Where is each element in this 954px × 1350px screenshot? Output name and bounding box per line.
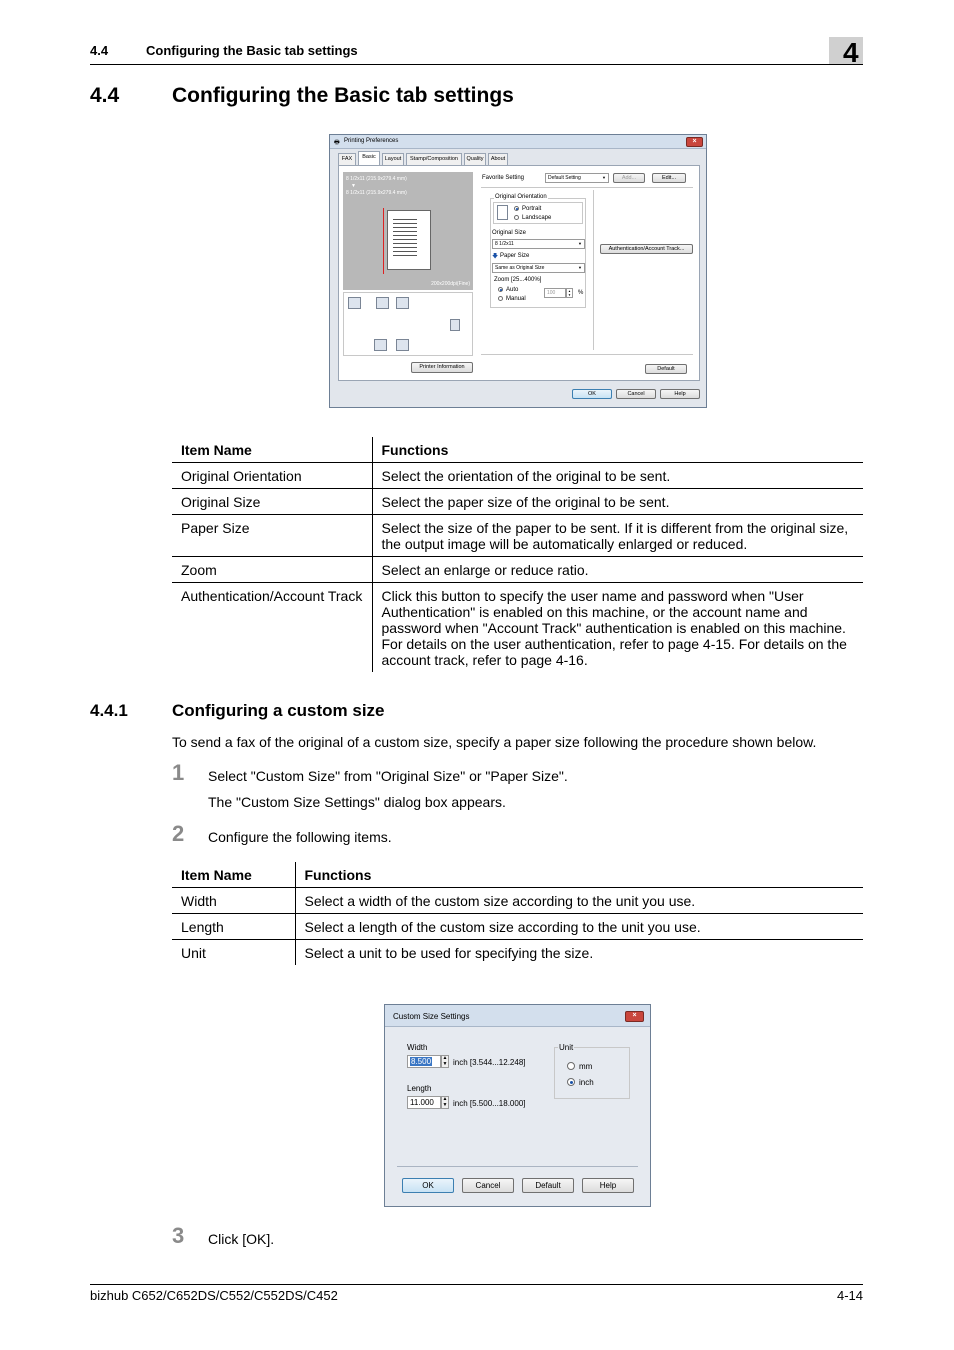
help-button[interactable]: Help xyxy=(660,389,700,399)
default-button[interactable]: Default xyxy=(645,364,687,374)
table-header-row xyxy=(172,437,863,463)
functions-cell: Select the paper size of the original to be sent. xyxy=(372,489,863,515)
subsection-heading-number: 4.4.1 xyxy=(90,701,128,720)
window-title: Printing Preferences xyxy=(344,138,399,144)
table-row xyxy=(172,557,863,583)
item-name-cell: Paper Size xyxy=(172,515,372,557)
functions-cell: Select the orientation of the original to be sent. xyxy=(372,463,863,489)
favorite-setting-select[interactable] xyxy=(545,173,609,183)
zoom-auto-radio[interactable] xyxy=(498,287,503,292)
table-row xyxy=(172,489,863,515)
paper-size-select[interactable] xyxy=(492,263,585,273)
landscape-radio[interactable] xyxy=(514,215,519,220)
item-name-cell: Original Size xyxy=(172,489,372,515)
default-button[interactable]: Default xyxy=(522,1178,574,1193)
cancel-button[interactable]: Cancel xyxy=(616,389,656,399)
section-heading-title: Configuring the Basic tab settings xyxy=(172,84,514,107)
mm-label: mm xyxy=(579,1062,593,1071)
step-text: Click [OK]. xyxy=(208,1231,275,1247)
length-input[interactable]: 11.000 xyxy=(407,1096,441,1109)
tab-layout[interactable]: Layout xyxy=(382,153,404,165)
functions-cell: Select a width of the custom size according to the unit you use. xyxy=(295,888,863,914)
paper-tray-icon xyxy=(450,319,460,331)
functions-cell: Select an enlarge or reduce ratio. xyxy=(372,557,863,583)
footer-page-number: 4-14 xyxy=(836,1288,863,1303)
original-orientation-label: Original Orientation xyxy=(495,194,547,200)
printing-preferences-window xyxy=(329,134,707,408)
running-header-number: 4.4 xyxy=(90,43,109,58)
zoom-input[interactable]: 100 xyxy=(544,288,566,298)
basic-tab-items-table xyxy=(172,437,863,672)
table-row xyxy=(172,914,863,940)
item-name-cell: Length xyxy=(172,914,295,940)
zoom-unit: % xyxy=(578,290,584,296)
close-icon[interactable]: × xyxy=(686,137,703,147)
running-header xyxy=(90,43,358,58)
zoom-auto-label: Auto xyxy=(506,287,519,293)
authentication-account-track-button[interactable]: Authentication/Account Track... xyxy=(600,244,693,254)
title-bar xyxy=(385,1005,650,1027)
width-label: Width xyxy=(407,1043,428,1052)
tab-basic[interactable]: Basic xyxy=(358,151,380,166)
item-name-cell: Unit xyxy=(172,940,295,966)
column-divider xyxy=(593,190,594,350)
table-row xyxy=(172,583,863,673)
zoom-manual-radio[interactable] xyxy=(498,296,503,301)
subsection-heading-title: Configuring a custom size xyxy=(172,701,385,720)
mm-radio[interactable] xyxy=(567,1062,575,1070)
original-size-label: Original Size xyxy=(492,230,527,236)
column-header: Functions xyxy=(295,862,863,888)
divider xyxy=(481,187,693,188)
custom-size-settings-window xyxy=(384,1004,651,1207)
edit-button[interactable]: Edit... xyxy=(652,173,686,183)
item-name-cell: Original Orientation xyxy=(172,463,372,489)
ok-button[interactable]: OK xyxy=(572,389,612,399)
chevron-down-icon: ▼ xyxy=(578,241,582,246)
functions-cell: Select a length of the custom size according to the unit you use. xyxy=(295,914,863,940)
preview-margin-line xyxy=(383,208,384,274)
length-spinner[interactable]: ▲ ▼ xyxy=(442,1096,448,1108)
step-text: Configure the following items. xyxy=(208,829,392,845)
functions-cell: Select a unit to be used for specifying the size. xyxy=(295,940,863,966)
chapter-number: 4 xyxy=(843,37,859,68)
zoom-spinner[interactable]: ▲ ▼ xyxy=(566,288,573,298)
zoom-label: Zoom [25...400%] xyxy=(494,277,542,283)
item-name-cell: Authentication/Account Track xyxy=(172,583,372,673)
column-header: Item Name xyxy=(172,862,295,888)
preview-size-2: 8 1/2x11 (215.9x279.4 mm) xyxy=(346,190,407,196)
tab-fax[interactable]: FAX xyxy=(338,153,356,165)
column-header: Item Name xyxy=(172,437,372,463)
printer-information-button[interactable]: Printer Information xyxy=(411,362,473,373)
step-number: 2 xyxy=(172,821,185,846)
title-bar xyxy=(330,135,706,149)
printer-icon: 🖶 xyxy=(334,140,340,146)
inch-radio[interactable] xyxy=(567,1078,575,1086)
preview-paper xyxy=(387,210,431,270)
tab-quality[interactable]: Quality xyxy=(464,153,486,165)
unit-group xyxy=(554,1047,630,1099)
page-preview xyxy=(343,172,473,290)
custom-size-items-table xyxy=(172,862,863,965)
ok-button[interactable]: OK xyxy=(402,1178,454,1193)
table-row xyxy=(172,888,863,914)
tab-stamp-composition[interactable]: Stamp/Composition xyxy=(406,153,462,165)
portrait-radio[interactable] xyxy=(514,206,519,211)
paper-size-value: Same as Original Size xyxy=(495,265,545,271)
chevron-down-icon: ▼ xyxy=(578,265,582,270)
function-icons xyxy=(343,292,473,356)
zoom-manual-label: Manual xyxy=(506,296,526,302)
functions-cell: Select the size of the paper to be sent. If it is different from the original size, the output image will be automatically enlarged or reduced. xyxy=(372,515,863,557)
favorite-setting-label: Favorite Setting xyxy=(482,175,525,181)
functions-cell: Click this button to specify the user name and password when "User Authentication" is enabled on this machine, or the account name and password when "Account Track" authentication is enabled on this machine. For details on the user authentication, refer to page 4-15. For details on the account track, refer to page 4-16. xyxy=(372,583,863,673)
help-button[interactable]: Help xyxy=(582,1178,634,1193)
preview-size-1: 8 1/2x11 (215.9x279.4 mm) xyxy=(346,176,407,182)
tab-about[interactable]: About xyxy=(488,153,508,165)
width-range: inch [3.544...12.248] xyxy=(453,1058,526,1067)
arrow-down-icon: 🡇 xyxy=(492,254,499,260)
step-number: 1 xyxy=(172,760,185,785)
running-header-title: Configuring the Basic tab settings xyxy=(146,43,358,58)
chevron-down-icon: ▼ xyxy=(602,175,606,180)
inch-label: inch xyxy=(579,1078,594,1087)
fax-mode-icon xyxy=(348,297,361,309)
table-row xyxy=(172,515,863,557)
item-name-cell: Zoom xyxy=(172,557,372,583)
step-text: Select "Custom Size" from "Original Size" or "Paper Size". xyxy=(208,768,568,784)
divider xyxy=(481,354,693,355)
subsection-heading xyxy=(90,701,385,721)
table-header-row xyxy=(172,862,863,888)
preview-resolution: 200x200dpi(Fine) xyxy=(431,281,470,287)
account-icon xyxy=(396,339,409,351)
original-size-value: 8 1/2x11 xyxy=(495,241,514,247)
cancel-button[interactable]: Cancel xyxy=(462,1178,514,1193)
footer-rule xyxy=(90,1284,863,1285)
item-name-cell: Width xyxy=(172,888,295,914)
preview-arrow: ▼ xyxy=(351,183,356,189)
landscape-label: Landscape xyxy=(522,215,552,221)
portrait-label: Portrait xyxy=(522,206,542,212)
step-number: 3 xyxy=(172,1223,185,1248)
table-row xyxy=(172,940,863,966)
header-rule xyxy=(90,64,863,65)
section-heading-number: 4.4 xyxy=(90,84,120,107)
width-spinner[interactable]: ▲ ▼ xyxy=(442,1055,448,1067)
width-value: 8.500 xyxy=(411,1057,432,1066)
basic-tab-panel xyxy=(338,165,700,381)
add-button[interactable]: Add... xyxy=(613,173,645,183)
step-result: The "Custom Size Settings" dialog box appears. xyxy=(208,794,506,810)
output-icon xyxy=(396,297,409,309)
unit-label: Unit xyxy=(559,1043,574,1052)
length-range: inch [5.500...18.000] xyxy=(453,1099,526,1108)
intro-paragraph: To send a fax of the original of a custom size, specify a paper size following the procedure shown below. xyxy=(172,734,817,750)
paper-size-label: Paper Size xyxy=(500,253,530,259)
footer-model: bizhub C652/C652DS/C552/C552DS/C452 xyxy=(90,1288,338,1303)
width-input[interactable] xyxy=(407,1055,441,1068)
column-header: Functions xyxy=(372,437,863,463)
divider xyxy=(397,1166,638,1167)
user-icon xyxy=(374,339,387,351)
table-row xyxy=(172,463,863,489)
finishing-icon xyxy=(376,297,389,309)
section-heading xyxy=(90,84,514,108)
close-icon[interactable]: × xyxy=(625,1011,644,1022)
window-title: Custom Size Settings xyxy=(393,1012,470,1021)
favorite-setting-value: Default Setting xyxy=(548,175,581,181)
portrait-page-icon xyxy=(497,205,508,220)
length-label: Length xyxy=(407,1084,432,1093)
original-size-select[interactable] xyxy=(492,239,585,249)
